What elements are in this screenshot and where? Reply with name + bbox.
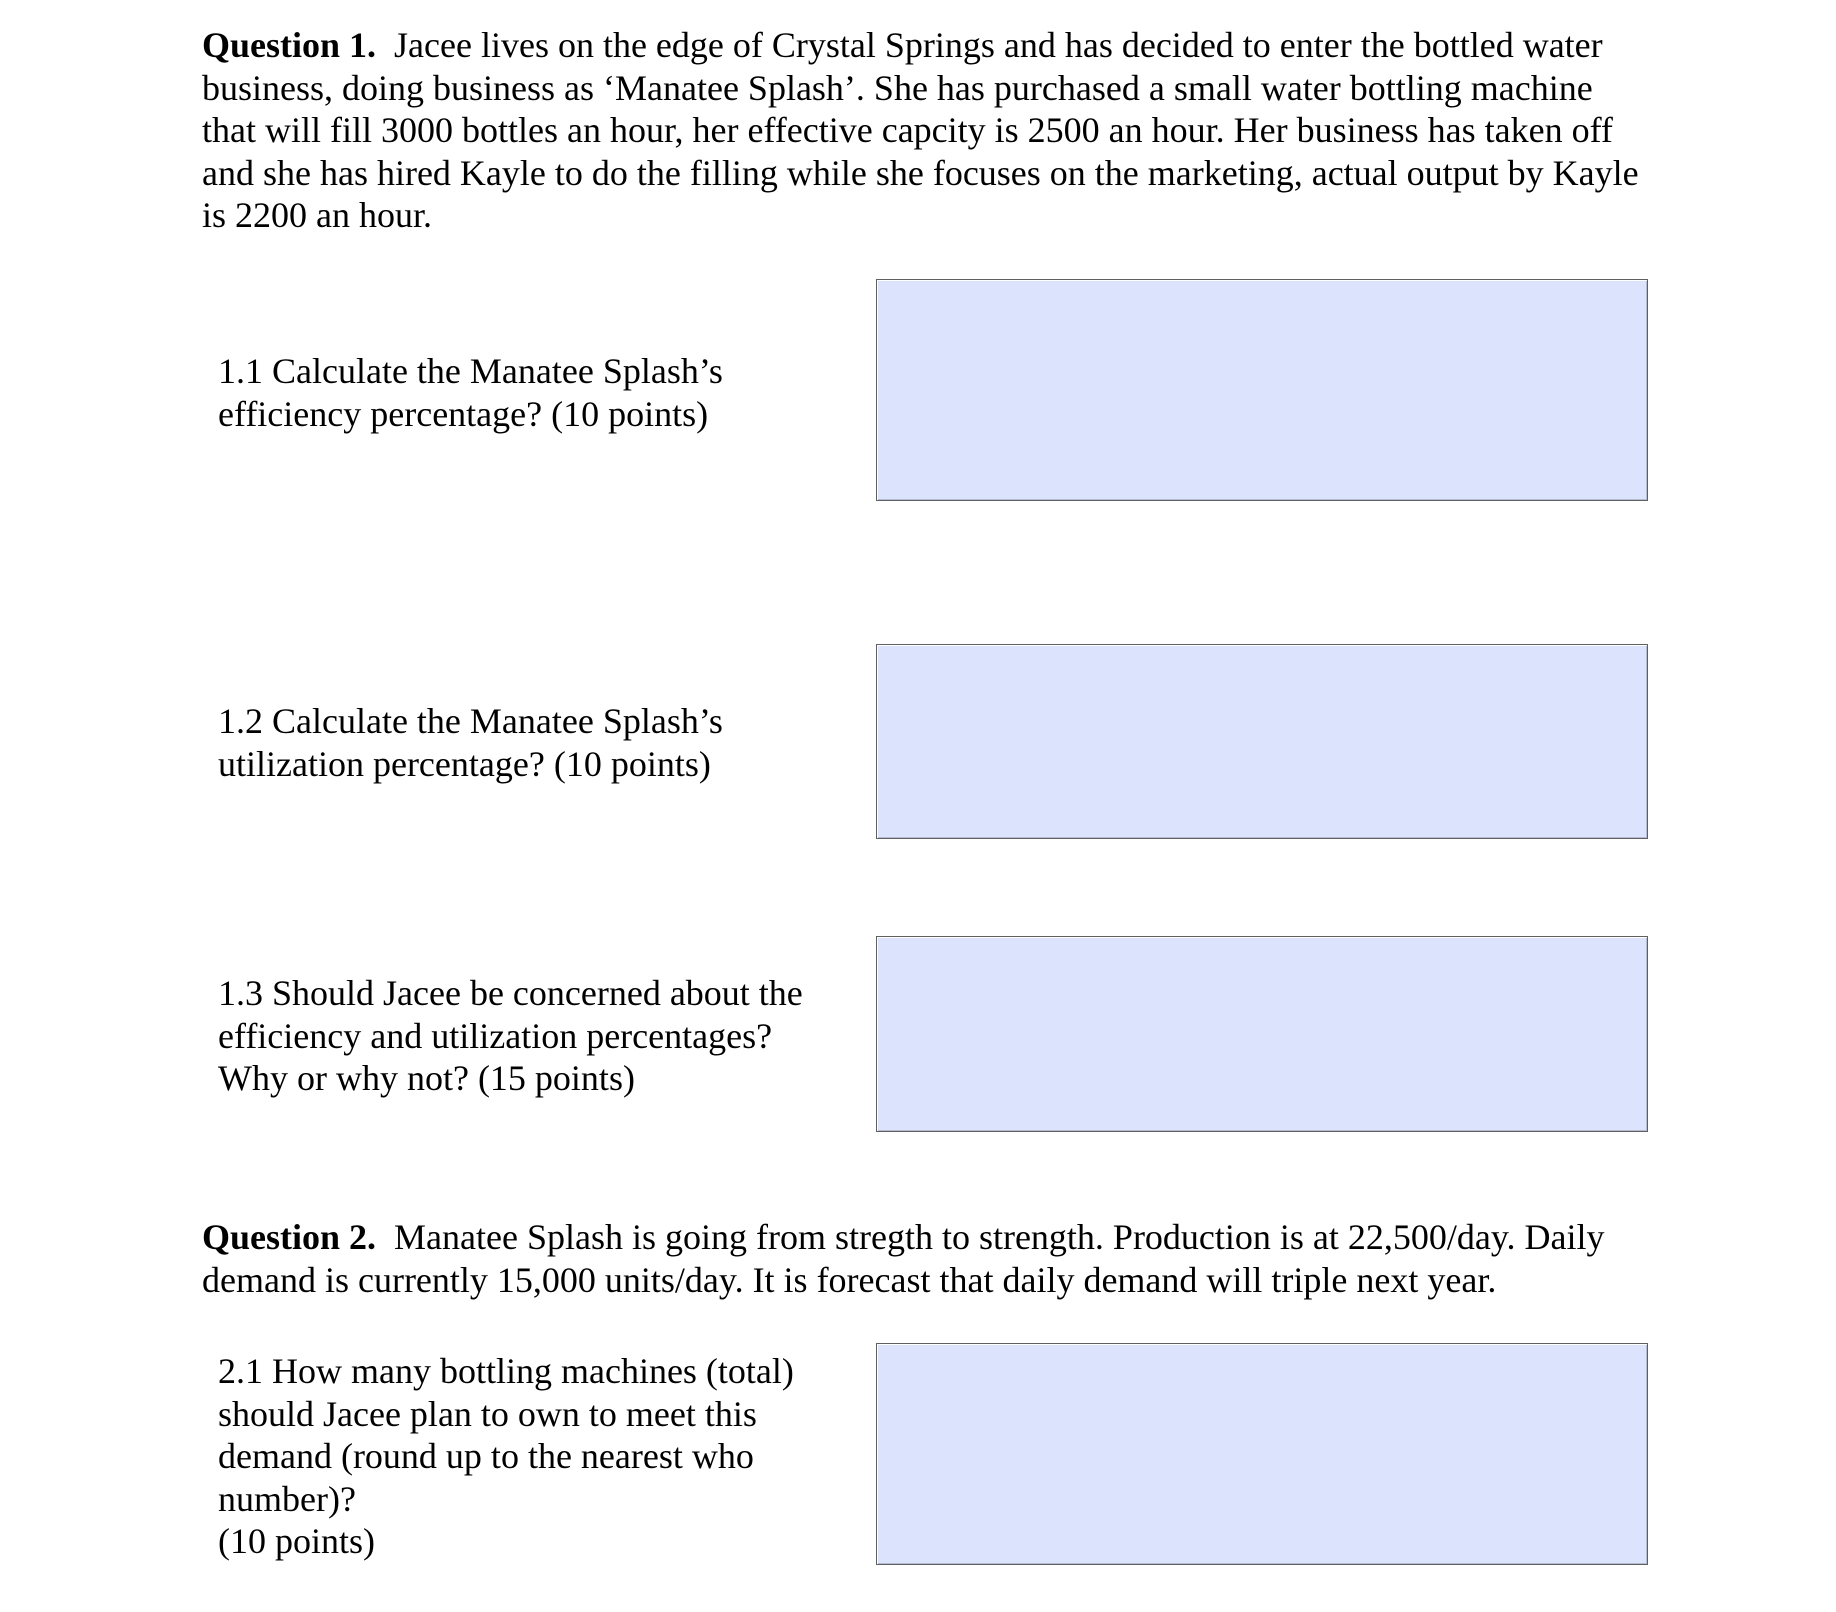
prompt-line: Why or why not? (15 points) (218, 1058, 635, 1098)
prompt-line: efficiency percentage? (10 points) (218, 393, 709, 434)
prompt-line: 1.3 Should Jacee be concerned about the (218, 973, 803, 1013)
prompt-line: demand (round up to the nearest who (218, 1436, 754, 1476)
answer-field-2-1[interactable] (876, 1343, 1648, 1565)
question-1-body: Jacee lives on the edge of Crystal Springs and has decided to enter the bottled water business, doing business as ‘Manatee Splash’. She has purchased a small water bottling machine that will fill 3000 bottles an hour, her effective capcity is 2500 an hour. Her business has taken off and she has hired Kayle to do the filling while she focuses on the marketing, actual output by Kayle is 2200 an hour. (202, 25, 1639, 235)
question-1-3-prompt (218, 972, 858, 1100)
answer-field-1-3[interactable] (876, 936, 1648, 1132)
answer-field-1-2[interactable] (876, 644, 1648, 839)
question-2-1-prompt (218, 1350, 858, 1563)
question-2-text (202, 1216, 1662, 1301)
answer-field-1-1[interactable] (876, 279, 1648, 501)
question-2-body: Manatee Splash is going from stregth to strength. Production is at 22,500/day. Daily demand is currently 15,000 units/day. It is forecast that daily demand will triple next year. (202, 1217, 1605, 1300)
prompt-line: (10 points) (218, 1521, 375, 1561)
prompt-line: utilization percentage? (10 points) (218, 743, 711, 784)
question-1-label: Question 1. (202, 25, 377, 65)
prompt-line: 1.1 Calculate the Manatee Splash’s (218, 351, 723, 391)
prompt-line: efficiency and utilization percentages? (218, 1015, 773, 1056)
prompt-line: should Jacee plan to own to meet this (218, 1393, 757, 1434)
question-2-label: Question 2. (202, 1217, 377, 1257)
prompt-line: 1.2 Calculate the Manatee Splash’s (218, 701, 723, 741)
question-1-text (202, 24, 1642, 237)
question-1-1-prompt (218, 350, 858, 435)
question-1-2-prompt (218, 700, 858, 785)
prompt-line: number)? (218, 1478, 356, 1519)
prompt-line: 2.1 How many bottling machines (total) (218, 1351, 794, 1391)
